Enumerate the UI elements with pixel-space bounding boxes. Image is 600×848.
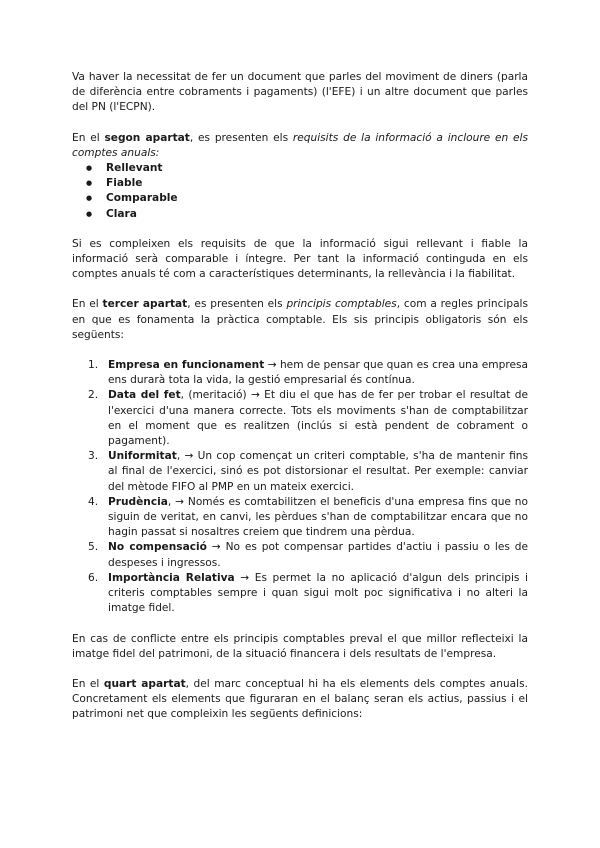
item-separator: , → [176, 450, 198, 463]
list-item: ● Rellevant [106, 161, 528, 176]
item-text: Et diu el que has de fer per trobar el resultat de l'exercici d'una manera correcte. Tots els moviments s'han de comptabilitzar en el moment que es realitzen (inclús si està pendent de cobrament o pagament). [108, 389, 528, 448]
text-pre: En el [72, 131, 105, 144]
item-text: hem de pensar que quan es crea una empresa ens durarà tota la vida, la gestió empresarial és contínua. [108, 359, 528, 387]
item-text: Només es comtabilitzen el beneficis d'una empresa fins que no siguin de veritat, en canvi, les pèrdues s'han de comptabilitzar encara que no hagin passat si nosaltres creiem que tindrem una pèrdua. [108, 495, 528, 539]
requisits-list [72, 161, 528, 222]
list-item [88, 495, 528, 541]
item-separator: → [206, 541, 226, 554]
item-number: 1. [88, 359, 99, 372]
item-number: 5. [88, 541, 99, 554]
item-number: 6. [88, 571, 99, 584]
item-title: Importància Relativa [108, 571, 235, 584]
item-title: No compensació [108, 541, 207, 554]
text-mid: , es presenten els [189, 131, 293, 144]
principis-list [72, 358, 528, 616]
item-separator: → [234, 571, 255, 584]
text-bold-tercer-apartat: tercer apartat [102, 298, 188, 311]
item-text: No es pot compensar partides d'actiu i passiu o les de despeses i ingressos. [108, 541, 528, 569]
text-bold-segon-apartat: segon apartat [104, 131, 190, 144]
paragraph-intro: Va haver la necessitat de fer un document que parles del moviment de diners (parla de diferència entre cobraments i pagaments) (l'EFE) i un altre document que parles del PN (l'ECPN). [72, 71, 528, 114]
list-item [88, 449, 528, 495]
item-number: 2. [88, 389, 99, 402]
text-bold-quart-apartat: quart apartat [103, 677, 186, 690]
text-post: , com a regles principals en que es fonamenta la pràctica comptable. Els sis principis obligatoris són els següents: [72, 298, 529, 341]
item-text: Es permet la no aplicació d'algun dels principis i criteris comptables sempre i quan sigui molt poc significativa i no alteri la imatge fidel. [108, 571, 528, 615]
item-separator: , (meritació) → [180, 389, 265, 402]
list-item: ● Comparable [106, 191, 528, 206]
item-title: Data del fet [108, 389, 181, 402]
item-title: Empresa en funcionament [108, 359, 265, 372]
item-text: Un cop començat un criteri comptable, s'ha de mantenir fins al final de l'exercici, sinó es pot distorsionar el resultat. Per exemple: canviar del mètode FIFO al PMP en un mateix exercici. [108, 450, 528, 493]
list-item [88, 571, 528, 617]
list-item [88, 358, 528, 388]
text-italic-principis: principis comptables [286, 298, 397, 311]
paragraph-tercer-apartat [72, 297, 528, 343]
list-item [88, 540, 528, 570]
list-item: ● Clara [106, 207, 528, 222]
item-title: Uniformitat [108, 450, 177, 463]
paragraph-segon-apartat [72, 131, 528, 161]
item-number: 4. [88, 495, 99, 508]
text-pre: En el [72, 298, 103, 311]
text-italic-requisits: requisits de la informació a incloure en els comptes anuals: [72, 131, 528, 159]
item-number: 3. [88, 450, 99, 463]
item-separator: → [264, 359, 280, 372]
text-post: , del marc conceptual hi ha els elements dels comptes anuals. Concretament els elements que figuraran en el balanç seran els actius, passius i el patrimoni net que compleixin les següents definicions: [72, 677, 528, 721]
item-title: Prudència [108, 495, 168, 508]
text-mid: , es presenten els [187, 298, 287, 311]
item-separator: , → [167, 495, 188, 508]
list-item: ● Fiable [106, 176, 528, 191]
paragraph-conflicte: En cas de conflicte entre els principis comptables preval el que millor reflecteixi la imatge fidel del patrimoni, de la situació financera i dels resultats de l'empresa. [72, 632, 528, 660]
list-item [88, 388, 528, 449]
text-pre: En el [72, 677, 104, 690]
paragraph-requisits-summary: Si es compleixen els requisits de que la informació sigui rellevant i fiable la informació serà comparable i íntegre. Per tant la informació continguda en els comptes anuals té com a característiques determinants, la rellevància i la fiabilitat. [72, 237, 528, 281]
paragraph-quart-apartat [72, 677, 528, 723]
